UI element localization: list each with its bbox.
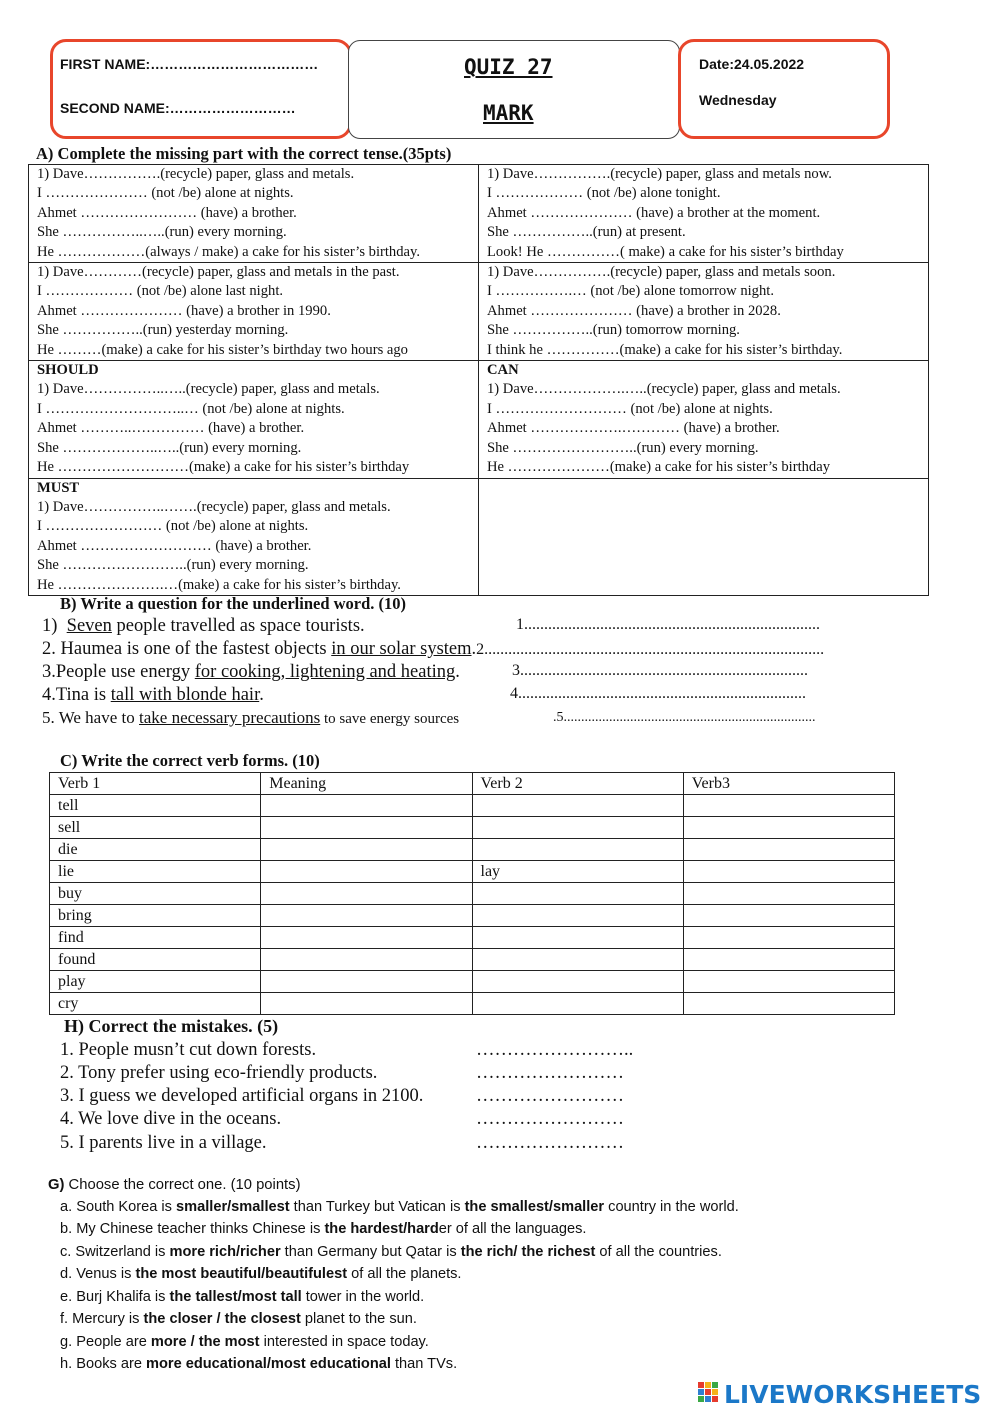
table-row (50, 949, 895, 971)
mistake-sentence: 4. We love dive in the oceans. (60, 1109, 282, 1129)
empty-cell (479, 478, 929, 595)
answer-cell[interactable] (683, 971, 894, 993)
answer-cell[interactable] (683, 883, 894, 905)
tense-line: He …………………(make) a cake for his sister’s birthday (487, 459, 831, 476)
column-header: Meaning (261, 773, 472, 795)
table-row (50, 905, 895, 927)
question-4 (42, 685, 264, 706)
choice-text: h. Books are (60, 1356, 146, 1372)
answer-cell[interactable] (472, 839, 683, 861)
choice-option[interactable]: smaller/smallest (176, 1199, 290, 1215)
correction-line[interactable]: …………………… (476, 1063, 624, 1083)
answer-cell[interactable] (261, 949, 472, 971)
tense-line: Ahmet ………………… (have) a brother in 1990. (37, 302, 331, 319)
table-row (50, 883, 895, 905)
tense-line: She ……………..(run) yesterday morning. (37, 322, 289, 339)
tense-line: She ……………..(run) at present. (487, 224, 686, 241)
tense-line: 1) Dave…………….(recycle) paper, glass and metals. (37, 166, 355, 182)
verb-cell: sell (50, 817, 261, 839)
tense-line: I ……………………… (not /be) alone at nights. (487, 400, 773, 417)
liveworksheets-logo (698, 1380, 994, 1410)
date-label: Date:24.05.2022 (699, 56, 805, 72)
day-label: Wednesday (699, 92, 777, 108)
verb-cell: cry (50, 993, 261, 1015)
answer-line-1[interactable]: 1.......................................................................... (516, 616, 820, 633)
modal-heading: MUST (37, 479, 80, 496)
choice-text: a. South Korea is (60, 1199, 177, 1215)
tense-line: He ………………………(make) a cake for his sister’s birthday (37, 459, 410, 476)
column-header: Verb3 (683, 773, 894, 795)
choice-item-d (60, 1266, 461, 1282)
answer-cell[interactable] (261, 971, 472, 993)
choice-option[interactable]: the tallest/most tall (169, 1289, 302, 1305)
choice-item-f (60, 1311, 417, 1327)
tense-line: She ……………………..(run) every morning. (37, 557, 309, 574)
choice-text: planet to the sun. (300, 1311, 417, 1327)
tense-cell (29, 165, 479, 263)
tense-line: He ………………….…(make) a cake for his sister’s birthday. (37, 576, 401, 593)
question-text: 3.People use energy (42, 662, 195, 682)
tense-line: Ahmet ………..…………… (have) a brother. (37, 420, 305, 437)
table-header-row (50, 773, 895, 795)
tense-cell-must (29, 478, 479, 595)
answer-cell[interactable] (472, 905, 683, 927)
choice-option[interactable]: the closer / the closest (143, 1311, 301, 1327)
verb-forms-table (49, 772, 895, 1015)
mistake-sentence: 1. People musn’t cut down forests. (60, 1040, 317, 1060)
question-text: 4.Tina is (42, 685, 111, 705)
underlined-word: in our solar system (331, 639, 472, 659)
choice-text: g. People are (60, 1334, 151, 1350)
tense-line: 1) Dave…………….(recycle) paper, glass and metals now. (487, 166, 832, 182)
answer-cell[interactable] (683, 817, 894, 839)
tense-line: Ahmet ………………… (have) a brother at the moment. (487, 204, 821, 221)
table-row (50, 795, 895, 817)
tense-line: She ……………..(run) tomorrow morning. (487, 322, 740, 339)
tense-line: I …………….… (not /be) alone tomorrow night. (487, 283, 774, 300)
tense-line: Ahmet ………………… (have) a brother in 2028. (487, 302, 781, 319)
choice-option[interactable]: the rich/ the richest (460, 1244, 596, 1260)
quiz-title: QUIZ 27 (464, 55, 553, 79)
name-box (50, 39, 352, 139)
modal-heading: SHOULD (37, 362, 99, 379)
tense-line: Ahmet ……………………… (have) a brother. (37, 537, 312, 554)
answer-line-2[interactable]: 2..................................................................................... (476, 641, 825, 658)
verb-cell: lie (50, 861, 261, 883)
answer-cell[interactable] (472, 817, 683, 839)
choice-option[interactable]: the most beautiful/beautifulest (135, 1266, 348, 1282)
choice-text: than Turkey but Vatican is (289, 1199, 465, 1215)
choice-item-g (60, 1334, 429, 1350)
verb-cell: tell (50, 795, 261, 817)
answer-cell[interactable] (683, 905, 894, 927)
question-text: 1) (42, 616, 67, 636)
question-1 (42, 616, 365, 637)
tense-line: Look! He ……………( make) a cake for his sister’s birthday (487, 243, 844, 260)
question-5 (42, 708, 459, 728)
answer-cell[interactable] (261, 905, 472, 927)
section-g-letter: G) (48, 1177, 65, 1193)
correction-line[interactable]: …………………….. (476, 1040, 634, 1060)
question-text: 5. We have to (42, 708, 139, 727)
tense-cell (479, 165, 929, 263)
section-g-heading: Choose the correct one. (10 points) (64, 1177, 301, 1193)
question-text: . (471, 639, 477, 659)
tense-cell (479, 263, 929, 361)
logo-icon (698, 1382, 720, 1408)
choice-item-e (60, 1289, 424, 1305)
choice-text: than TVs. (390, 1356, 458, 1372)
choice-text: country in the world. (604, 1199, 739, 1215)
section-g-title (48, 1177, 301, 1193)
answer-cell[interactable] (261, 883, 472, 905)
underlined-word: Seven (66, 616, 112, 636)
verb-cell: play (50, 971, 261, 993)
section-h-title: H) Correct the mistakes. (5) (64, 1016, 279, 1036)
mistake-sentence: 2. Tony prefer using eco-friendly products. (60, 1063, 378, 1083)
answer-cell[interactable] (261, 839, 472, 861)
tense-line: I think he ……………(make) a cake for his sister’s birthday. (487, 341, 843, 358)
tense-line: I …………………… (not /be) alone at nights. (37, 518, 309, 535)
choice-text: of all the countries. (595, 1244, 722, 1260)
column-header: Verb 2 (472, 773, 683, 795)
tense-line: I ………………………..… (not /be) alone at nights. (37, 400, 345, 417)
answer-line-3[interactable]: 3........................................................................ (512, 662, 808, 679)
tense-table (28, 164, 929, 596)
tense-cell (29, 263, 479, 361)
answer-cell[interactable] (261, 817, 472, 839)
answer-cell[interactable] (683, 795, 894, 817)
choice-item-h (60, 1356, 457, 1372)
choice-option[interactable]: more rich/richer (169, 1244, 281, 1260)
answer-cell[interactable] (683, 949, 894, 971)
correction-line[interactable]: …………………… (476, 1086, 624, 1106)
tense-line: I ……………… (not /be) alone last night. (37, 283, 284, 300)
tense-line: 1) Dave……………….…..(recycle) paper, glass and metals. (487, 381, 841, 398)
underlined-word: tall with blonde hair (110, 685, 260, 705)
section-c-title: C) Write the correct verb forms. (10) (60, 751, 320, 770)
underlined-word: for cooking, lightening and heating (194, 662, 456, 682)
answer-cell[interactable] (472, 883, 683, 905)
table-row (50, 839, 895, 861)
answer-cell[interactable] (683, 927, 894, 949)
tense-line: 1) Dave…………(recycle) paper, glass and metals in the past. (37, 264, 400, 281)
tense-line: She ……………..…..(run) every morning. (37, 224, 287, 241)
answer-line-5[interactable]: .5........................................................................ (553, 710, 816, 725)
mistake-sentence: 5. I parents live in a village. (60, 1133, 267, 1153)
tense-line: I ………………… (not /be) alone at nights. (37, 185, 294, 202)
mistake-sentence: 3. I guess we developed artificial organs in 2100. (60, 1086, 424, 1106)
answer-cell[interactable] (472, 993, 683, 1015)
tense-line: He ………(make) a cake for his sister’s birthday two hours ago (37, 341, 408, 358)
tense-line: She ………………..…..(run) every morning. (37, 439, 302, 456)
choice-option[interactable]: the hardest/hard (324, 1221, 439, 1237)
choice-text: interested in space today. (259, 1334, 429, 1350)
choice-text: b. My Chinese teacher thinks Chinese is (60, 1221, 325, 1237)
choice-text: d. Venus is (60, 1266, 136, 1282)
verb-cell: find (50, 927, 261, 949)
tense-line: 1) Dave……………..…..(recycle) paper, glass and metals. (37, 381, 380, 398)
tense-line: He ………………(always / make) a cake for his sister’s birthday. (37, 243, 420, 260)
choice-text: er of all the languages. (438, 1221, 587, 1237)
answer-cell[interactable] (261, 861, 472, 883)
table-row (50, 927, 895, 949)
answer-cell[interactable] (261, 993, 472, 1015)
tense-cell-can (479, 361, 929, 478)
question-2 (42, 639, 824, 660)
second-name-label: SECOND NAME:……………………… (60, 100, 296, 116)
choice-text: f. Mercury is (60, 1311, 144, 1327)
answer-cell[interactable] (472, 949, 683, 971)
first-name-label: FIRST NAME:……………………………… (60, 56, 319, 72)
table-row (50, 861, 895, 883)
choice-option[interactable]: the smallest/smaller (464, 1199, 605, 1215)
table-row (50, 993, 895, 1015)
table-row (50, 817, 895, 839)
choice-text: than Germany but Qatar is (280, 1244, 461, 1260)
underlined-word: take necessary precautions (139, 708, 321, 727)
tense-line: She ……………………..(run) every morning. (487, 439, 759, 456)
question-text: 2. Haumea is one of the fastest objects (42, 639, 332, 659)
choice-text: e. Burj Khalifa is (60, 1289, 170, 1305)
correction-line[interactable]: …………………… (476, 1133, 624, 1153)
answer-cell[interactable]: lay (472, 861, 683, 883)
answer-cell[interactable] (683, 839, 894, 861)
choice-option[interactable]: more / the most (150, 1334, 260, 1350)
answer-cell[interactable] (472, 971, 683, 993)
question-text: . (259, 685, 264, 705)
verb-cell: bring (50, 905, 261, 927)
question-text: . (455, 662, 460, 682)
tense-cell-should (29, 361, 479, 478)
choice-option[interactable]: more educational/most educational (146, 1356, 391, 1372)
mark-label: MARK (483, 101, 534, 125)
answer-line-4[interactable]: 4........................................................................ (510, 685, 806, 702)
tense-line: I ……………… (not /be) alone tonight. (487, 185, 721, 202)
section-a-title: A) Complete the missing part with the correct tense.(35pts) (36, 144, 452, 163)
tense-line: Ahmet ……………….………… (have) a brother. (487, 420, 780, 437)
tense-line: 1) Dave……………..…….(recycle) paper, glass and metals. (37, 498, 391, 515)
answer-cell[interactable] (472, 927, 683, 949)
modal-heading: CAN (487, 362, 519, 379)
column-header: Verb 1 (50, 773, 261, 795)
verb-cell: buy (50, 883, 261, 905)
answer-cell[interactable] (683, 993, 894, 1015)
answer-cell[interactable] (683, 861, 894, 883)
section-b-title: B) Write a question for the underlined word. (10) (60, 594, 407, 613)
answer-cell[interactable] (261, 927, 472, 949)
verb-cell: die (50, 839, 261, 861)
answer-cell[interactable] (261, 795, 472, 817)
choice-item-a (60, 1199, 739, 1215)
question-text: people travelled as space tourists. (111, 616, 365, 636)
choice-text: tower in the world. (301, 1289, 425, 1305)
table-row (50, 971, 895, 993)
question-text: to save energy sources (320, 711, 460, 727)
question-3 (42, 662, 460, 683)
choice-item-c (60, 1244, 722, 1260)
tense-line: Ahmet …………………… (have) a brother. (37, 204, 297, 221)
correction-line[interactable]: …………………… (476, 1109, 624, 1129)
choice-text: c. Switzerland is (60, 1244, 170, 1260)
answer-cell[interactable] (472, 795, 683, 817)
verb-cell: found (50, 949, 261, 971)
tense-line: 1) Dave…………….(recycle) paper, glass and metals soon. (487, 264, 836, 281)
logo-text: LIVEWORKSHEETS (724, 1380, 982, 1409)
choice-text: of all the planets. (347, 1266, 462, 1282)
date-box (678, 39, 890, 139)
choice-item-b (60, 1221, 586, 1237)
